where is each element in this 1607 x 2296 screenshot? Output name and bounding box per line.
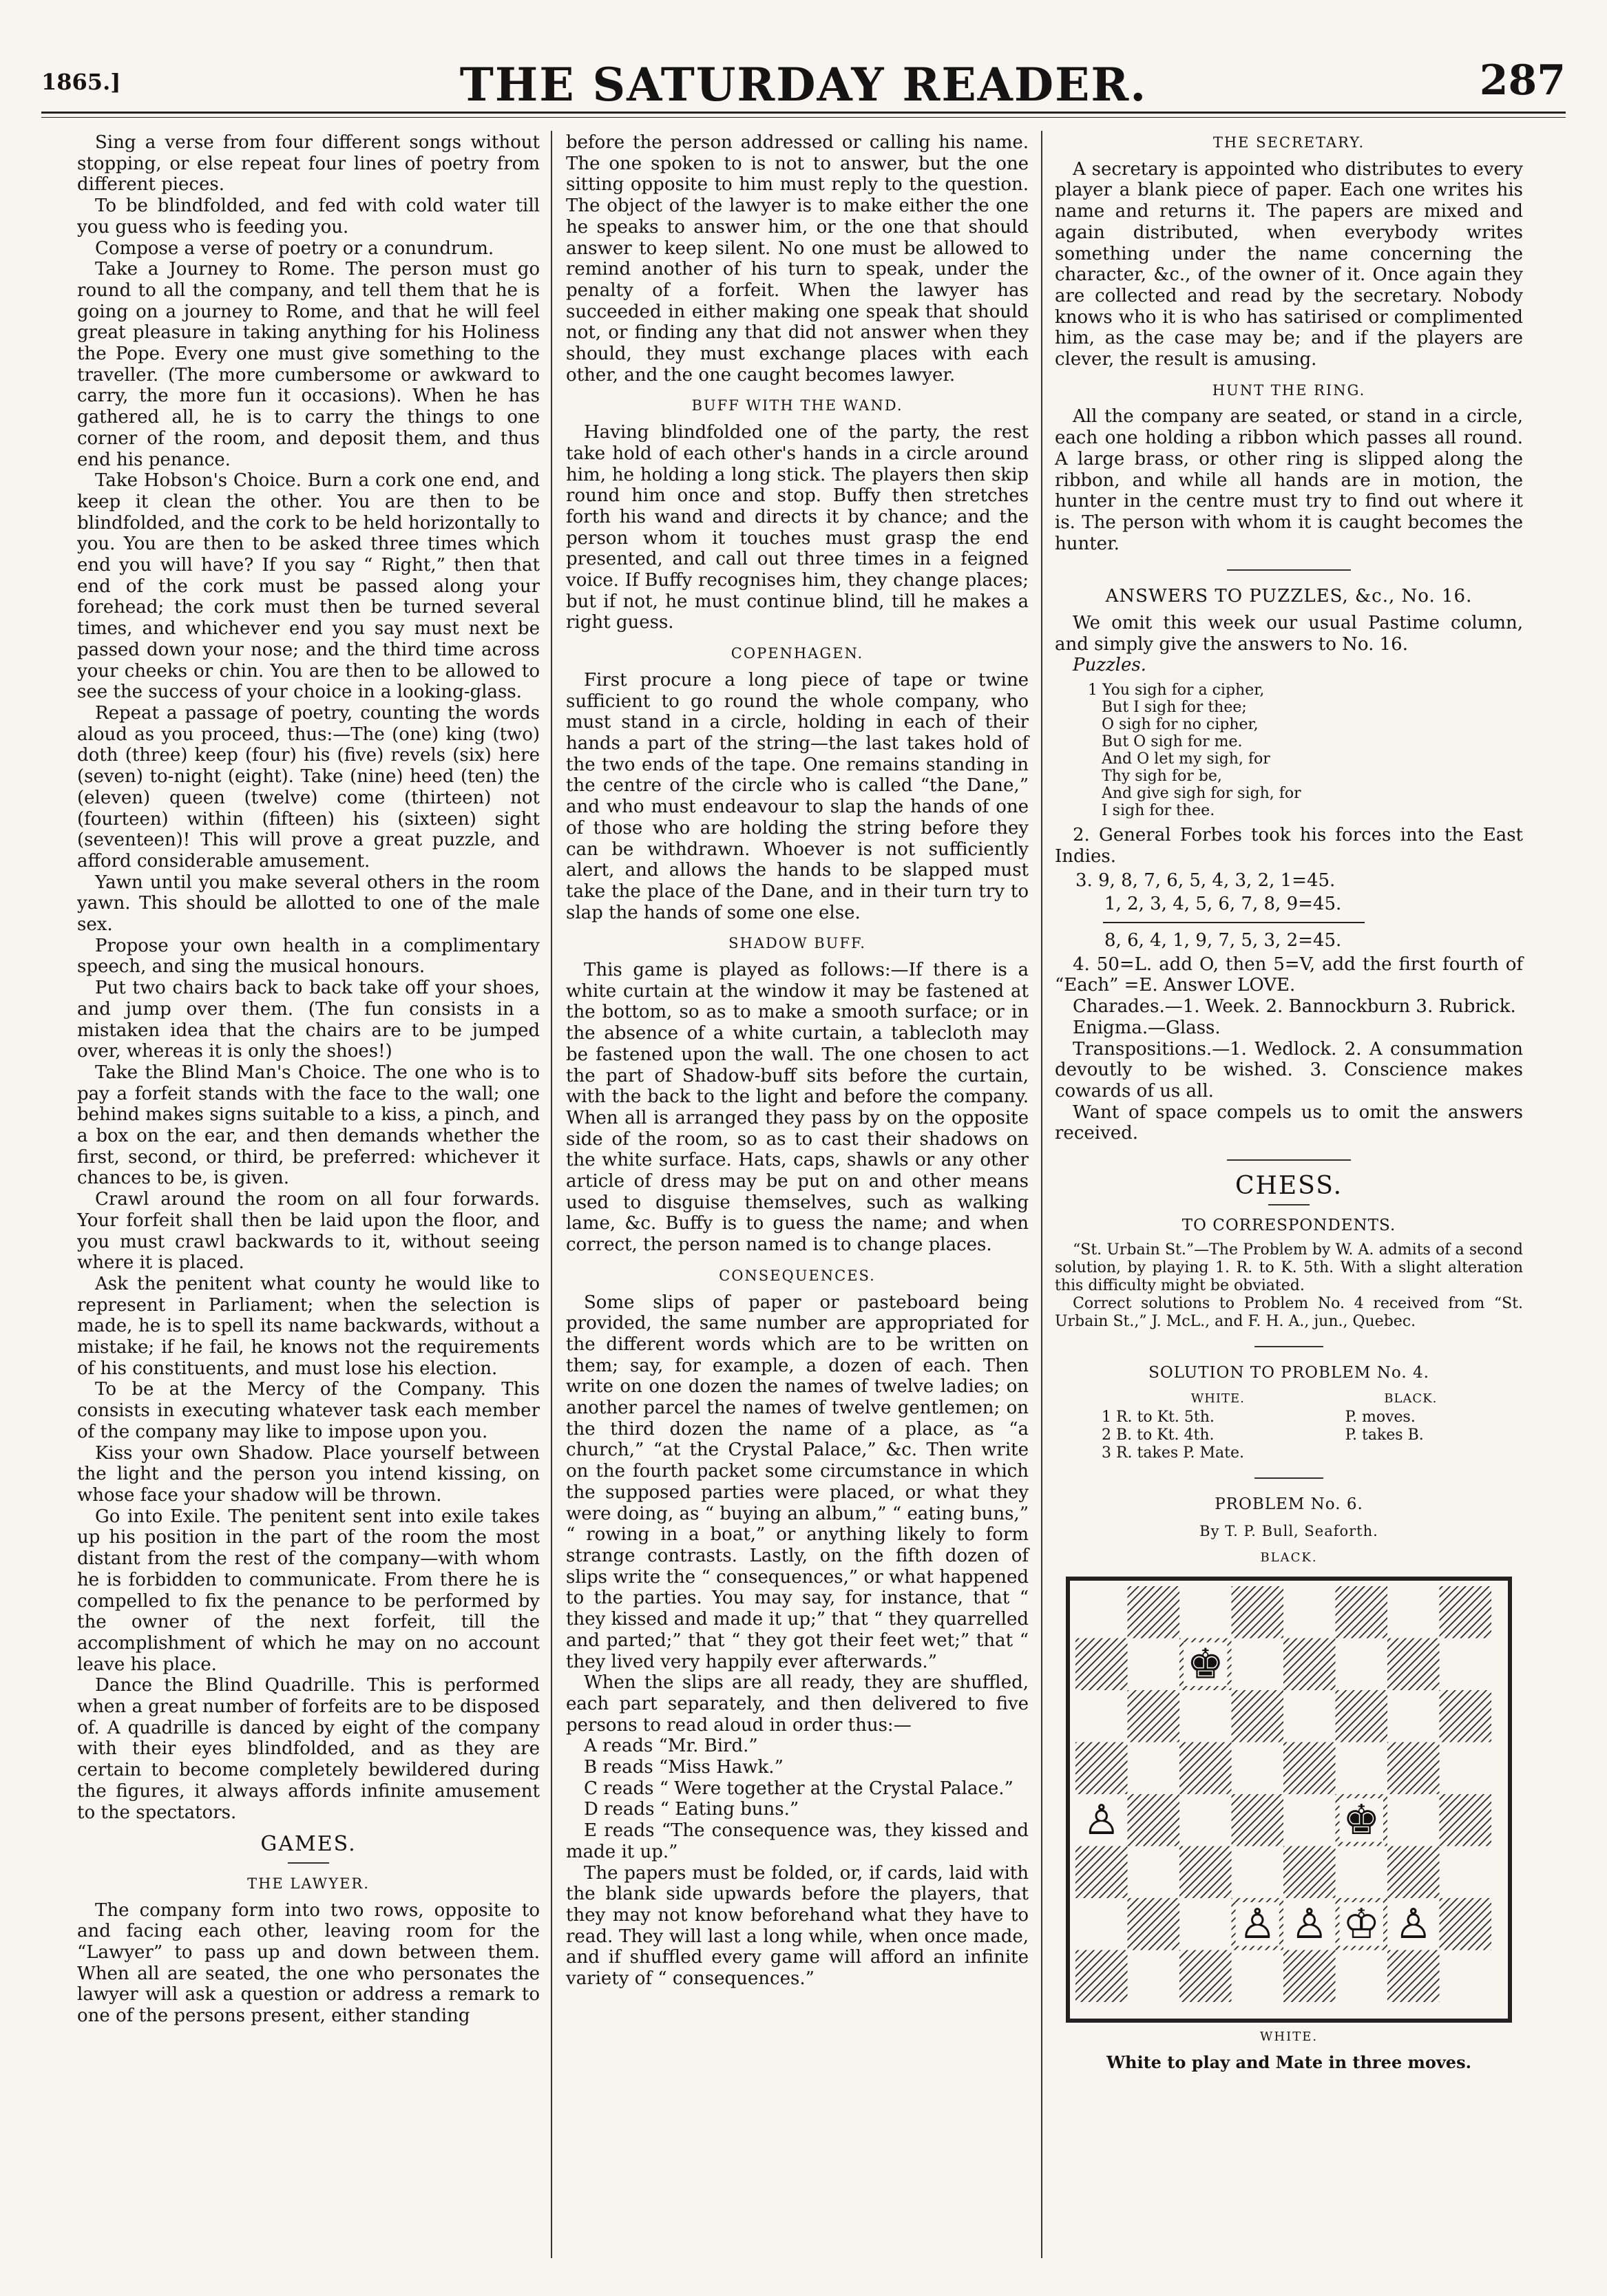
forfeit-paragraph: Repeat a passage of poetry, counting the words aloud as you proceed, thus:—The (one) king (two) doth (three) keep (four) his (five) revels (six) here (seven) to-night (eight). Take (nine) heed (ten) the (eleven) queen (twelve) come (thirteen) not (fourteen) within (fifteen) his (sixteen) sight (seventeen)! This will prove a great puzzle, and afford considerable amusement. <box>77 702 540 872</box>
light-square <box>1440 1742 1492 1795</box>
column-2 <box>566 132 1029 1990</box>
lawyer-heading: THE LAWYER. <box>247 1875 370 1892</box>
dark-square <box>1128 1690 1180 1742</box>
page-number: 287 <box>1479 56 1566 105</box>
dark-square <box>1283 1639 1336 1691</box>
light-square <box>1387 1586 1440 1639</box>
light-square <box>1336 1950 1388 2003</box>
dark-square <box>1179 1950 1232 2003</box>
white-pawn-icon: ♙ <box>1394 1899 1432 1948</box>
forfeit-paragraph: Take the Blind Man's Choice. The one who is to pay a forfeit stands with the face to the wall; one behind makes signs suitable to a kiss, a pinch, and a box on the ear, and then demands whether the first, second, or third, be preferred: whichever it chances to be, is given. <box>77 1062 540 1189</box>
copenhagen-heading: COPENHAGEN. <box>731 645 864 662</box>
answer-3-line: 3. 9, 8, 7, 6, 5, 4, 3, 2, 1=45. <box>1075 870 1336 891</box>
reads-line: B reads “Miss Hawk.” <box>584 1757 784 1778</box>
light-square <box>1075 1690 1128 1742</box>
dark-square <box>1128 1898 1180 1950</box>
buff-heading: BUFF WITH THE WAND. <box>691 397 903 414</box>
enigma-answer: Enigma.—Glass. <box>1073 1017 1221 1038</box>
consequences-text-2: When the slips are all ready, they are shuffled, each part separately, and then delivered to five persons to read aloud in order thus:— <box>566 1672 1029 1736</box>
reads-line: C reads “ Were together at the Crystal Palace.” <box>584 1778 1013 1799</box>
charades-answer: Charades.—1. Week. 2. Bannockburn 3. Rubrick. <box>1073 996 1516 1018</box>
light-square <box>1336 1639 1388 1691</box>
light-square <box>1179 1794 1232 1846</box>
white-move: 2 B. to Kt. 4th. <box>1102 1426 1215 1444</box>
dark-square <box>1336 1586 1388 1639</box>
header-rule-top <box>41 112 1566 114</box>
puzzle-poem <box>1088 682 1523 819</box>
column-divider-2 <box>1041 131 1042 2258</box>
column-3 <box>1055 132 1523 2074</box>
light-square <box>1128 1846 1180 1899</box>
lawyer-text-continued: before the person addressed or calling his name. The one spoken to is not to answer, but the one sitting opposite to him must reply to the question. The object of the lawyer is to make either the one he speaks to answer him, or the one that should answer to keep silent. No one must be allowed to remind another of his turn to speak, under the penalty of a forfeit. When the lawyer has succeeded in either making one speak that should not, or finding any that did not answer when they should, they must exchange places with each other, and the one caught becomes lawyer. <box>566 132 1029 386</box>
dark-square <box>1283 1846 1336 1899</box>
dark-square <box>1440 1794 1492 1846</box>
black-king-icon: ♚ <box>1186 1640 1224 1689</box>
page-header <box>41 28 1566 112</box>
secretary-heading: THE SECRETARY. <box>1212 134 1365 151</box>
reads-line: D reads “ Eating buns.” <box>584 1799 799 1820</box>
forfeit-paragraph: Propose your own health in a complimentary speech, and sing the musical honours. <box>77 935 540 978</box>
space-note: Want of space compels us to omit the answers received. <box>1055 1102 1523 1144</box>
light-square <box>1283 1586 1336 1639</box>
consequences-text: Some slips of paper or pasteboard being provided, the same number are appropriated for the different words which are to be written on them; say, for example, a dozen of each. Then write on one dozen the names of twelve ladies; on another parcel the names of twelve gentlemen; on the third dozen the name of a place, as “a church,” “at the Crystal Palace,” &c. Then write on the fourth packet some circumstance in which the supposed parties were placed, or what they were doing, as “ buying an album,” “ eating buns,” “ rowing in a boat,” or anything likely to form strange contrasts. Lastly, on the fifth dozen of slips write the “ consequences,” or what happened to the parties. You may say, for instance, that “ they kissed and made it up;” that “ they quarrelled and parted;” that “ they got their feet wet;” that “ they lived very happily ever afterwards.” <box>566 1292 1029 1672</box>
consequences-text-3: The papers must be folded, or, if cards, laid with the blank side upwards before the players, that they may not know beforehand what they have to read. They will last a long while, when once made, and if shuffled every game will afford an infinite variety of “ consequences.” <box>566 1862 1029 1990</box>
answer-3-result: 8, 6, 4, 1, 9, 7, 5, 3, 2=45. <box>1104 929 1342 951</box>
secretary-text: A secretary is appointed who distributes to every player a blank piece of paper. Each one writes his name and returns it. The papers are mixed and again distributed, when everybody writes something under the name concerning the character, &c., of the owner of it. Once again they are collected and read by the secretary. Nobody knows who it is who has satirised or complimented him, as the case may be; and if the players are clever, the result is amusing. <box>1055 158 1523 370</box>
forfeit-paragraph: Dance the Blind Quadrille. This is performed when a great number of forfeits are to be disposed of. A quadrille is danced by eight of the company with their eyes blindfolded, and as they are certain to become completely bewildered during the figures, it always affords infinite amusement to the spectators. <box>77 1675 540 1823</box>
light-square <box>1179 1586 1232 1639</box>
white-pawn-icon: ♙ <box>1082 1795 1120 1844</box>
white-pawn-icon: ♙ <box>1239 1899 1277 1948</box>
dark-square <box>1232 1690 1284 1742</box>
dark-square <box>1075 1742 1128 1795</box>
header-year: 1865.] <box>41 69 121 95</box>
answers-intro: We omit this week our usual Pastime column, and simply give the answers to No. 16. <box>1055 613 1523 655</box>
light-square <box>1075 1586 1128 1639</box>
shadow-buff-text: This game is played as follows:—If there is a white curtain at the window it may be fastened at the bottom, so as to make a smooth surface; or in the absence of a white curtain, a tablecloth may be fastened upon the wall. The one chosen to act the part of Shadow-buff sits before the curtain, with the back to the light and before the company. When all is arranged they pass by on the opposite side of the room, so as to cast their shadows on the white surface. Hats, caps, shawls or any other article of dress may be put on and other means used to disguise themselves, such as walking lame, &c. Buffy is to guess the name; and when correct, the person named is to change places. <box>566 960 1029 1256</box>
correspondents-note-1: “St. Urbain St.”—The Problem by W. A. admits of a second solution, by playing 1. R. to K. 5th. With a slight alteration this difficulty might be obviated. <box>1055 1241 1523 1295</box>
light-square <box>1440 1639 1492 1691</box>
poem-line: And O let my sigh, for <box>1102 750 1270 768</box>
puzzles-label: Puzzles. <box>1073 655 1146 676</box>
poem-line: I sigh for thee. <box>1102 802 1215 820</box>
light-square <box>1128 1639 1180 1691</box>
problem-heading: PROBLEM No. 6. <box>1215 1495 1363 1514</box>
dark-square <box>1283 1950 1336 2003</box>
dark-square <box>1283 1742 1336 1795</box>
solution-white-label: WHITE. <box>1190 1391 1245 1407</box>
light-square <box>1232 1846 1284 1899</box>
answer-3-line: 1, 2, 3, 4, 5, 6, 7, 8, 9=45. <box>1104 894 1342 915</box>
dark-square <box>1336 1690 1388 1742</box>
forfeit-paragraph: Take Hobson's Choice. Burn a cork one end, and keep it clean the other. You are then to be blindfolded, and the cork to be held horizontally to you. You are then to be asked three times which end you will have? If you say “ Right,” then that end of the cork must be passed along your forehead; the cork must then be turned several times, and whichever end you say must next be passed down your nose; and the third time across your cheeks or chin. You are then to be allowed to see the success of your choice in a looking-glass. <box>77 470 540 703</box>
solution-heading: SOLUTION TO PROBLEM No. 4. <box>1148 1364 1429 1382</box>
answers-heading: ANSWERS TO PUZZLES, &c., No. 16. <box>1105 586 1473 607</box>
chess-rule <box>1268 1204 1310 1205</box>
transpositions-answer: Transpositions.—1. Wedlock. 2. A consummation devoutly to be wished. 3. Conscience makes cowards of us all. <box>1055 1038 1523 1102</box>
section-rule <box>1254 1346 1323 1347</box>
forfeits-list <box>77 132 540 1823</box>
chess-board-diagram <box>1075 1586 1491 2002</box>
problem-caption: White to play and Mate in three moves. <box>1106 2052 1471 2072</box>
light-square <box>1283 1690 1336 1742</box>
hunt-ring-text: All the company are seated, or stand in a circle, each one holding a ribbon which passes all round. A large brass, or other ring is slipped along the ribbon, and while all hands are in motion, the hunter in the centre must try to find out where it is. The person with whom it is caught becomes the hunter. <box>1055 406 1523 554</box>
section-rule <box>1227 569 1351 571</box>
board-white-label: WHITE. <box>1259 2030 1319 2045</box>
column-divider-1 <box>551 131 552 2258</box>
light-square <box>1179 1898 1232 1950</box>
forfeit-paragraph: Compose a verse of poetry or a conundrum. <box>95 238 494 259</box>
shadow-buff-heading: SHADOW BUFF. <box>728 935 866 952</box>
table-row <box>1096 1426 1482 1444</box>
games-heading: GAMES. <box>260 1832 357 1857</box>
dark-square <box>1128 1586 1180 1639</box>
light-square <box>1179 1690 1232 1742</box>
table-row <box>1096 1444 1482 1462</box>
dark-square <box>1128 1794 1180 1846</box>
dark-square <box>1440 1690 1492 1742</box>
solution-black-label: BLACK. <box>1384 1391 1438 1407</box>
poem-line: Thy sigh for be, <box>1102 768 1222 786</box>
light-square <box>1128 1742 1180 1795</box>
dark-square <box>1387 1950 1440 2003</box>
table-row <box>1096 1409 1482 1426</box>
light-square <box>1336 1742 1388 1795</box>
white-move: 1 R. to Kt. 5th. <box>1102 1409 1215 1426</box>
forfeit-paragraph: To be at the Mercy of the Company. This consists in executing whatever task each member of the company may like to impose upon you. <box>77 1379 540 1442</box>
hunt-ring-heading: HUNT THE RING. <box>1212 381 1366 399</box>
forfeit-paragraph: Yawn until you make several others in the room yawn. This should be allotted to one of the male sex. <box>77 872 540 936</box>
light-square <box>1387 1794 1440 1846</box>
light-square <box>1387 1690 1440 1742</box>
dark-square <box>1232 1794 1284 1846</box>
poem-line: O sigh for no cipher, <box>1102 716 1259 734</box>
chess-board <box>1066 1577 1512 2023</box>
light-square <box>1128 1950 1180 2003</box>
dark-square <box>1179 1846 1232 1899</box>
light-square <box>1232 1950 1284 2003</box>
problem-author: By T. P. Bull, Seaforth. <box>1199 1522 1378 1539</box>
dark-square <box>1440 1898 1492 1950</box>
dark-square <box>1075 1950 1128 2003</box>
section-rule <box>1254 1477 1323 1479</box>
light-square <box>1232 1742 1284 1795</box>
header-rule-bottom <box>41 117 1566 118</box>
light-square <box>1440 1950 1492 2003</box>
chess-heading: CHESS. <box>1235 1172 1343 1201</box>
solution-table <box>1096 1389 1482 1462</box>
forfeit-paragraph: Kiss your own Shadow. Place yourself between the light and the person you intend kissing, on whose face your shadow will be thrown. <box>77 1442 540 1506</box>
black-move <box>1340 1444 1482 1462</box>
forfeit-paragraph: To be blindfolded, and fed with cold water till you guess who is feeding you. <box>77 196 540 238</box>
white-pawn-icon: ♙ <box>1290 1899 1328 1948</box>
consequences-heading: CONSEQUENCES. <box>719 1267 876 1284</box>
poem-line: 1 You sigh for a cipher, <box>1088 682 1265 699</box>
masthead-title: THE SATURDAY READER. <box>459 58 1148 112</box>
light-square <box>1336 1846 1388 1899</box>
section-rule <box>1227 1159 1351 1161</box>
dark-square <box>1232 1586 1284 1639</box>
dark-square <box>1075 1639 1128 1691</box>
light-square <box>1283 1794 1336 1846</box>
games-rule <box>288 1862 329 1864</box>
forfeit-paragraph: Ask the penitent what county he would like to represent in Parliament; when the selection is made, he is to spell its name backwards, without a mistake; if he fail, he knows not the requirements of his constituents, and must lose his election. <box>77 1273 540 1379</box>
correspondents-heading: TO CORRESPONDENTS. <box>1181 1216 1396 1234</box>
dark-square <box>1387 1846 1440 1899</box>
copenhagen-text: First procure a long piece of tape or twine sufficient to go round the whole company, who must stand in a circle, holding in each of their hands a part of the string—the last takes hold of the two ends of the tape. One remains standing in the centre of the circle who is called “the Dane,” and who must endeavour to slap the hands of one of those who are holding the string before they can be withdrawn. Whoever is not sufficiently alert, and allows the hands to be slapped must take the place of the Dane, and in their turn try to slap the hands of some one else. <box>566 669 1029 923</box>
poem-line: But I sigh for thee; <box>1102 699 1247 717</box>
board-black-label: BLACK. <box>1260 1550 1318 1565</box>
poem-line: And give sigh for sigh, for <box>1102 785 1301 803</box>
dark-square <box>1387 1639 1440 1691</box>
dark-square <box>1179 1742 1232 1795</box>
black-move: P. takes B. <box>1345 1426 1424 1444</box>
light-square <box>1232 1639 1284 1691</box>
forfeit-paragraph: Go into Exile. The penitent sent into exile takes up his position in the part of the room the most distant from the rest of the company—with whom he is forbidden to communicate. From there he is compelled to fix the penance to be performed by the owner of the next forfeit, till the accomplishment of which he may on no account leave his place. <box>77 1506 540 1675</box>
column-1 <box>77 132 540 2027</box>
forfeit-paragraph: Put two chairs back to back take off your shoes, and jump over them. (The fun consists in a mistaken idea that the chairs are to be jumped over, whereas it is only the shoes!) <box>77 978 540 1062</box>
dark-square <box>1075 1846 1128 1899</box>
buff-text: Having blindfolded one of the party, the rest take hold of each other's hands in a circle around him, he holding a long stick. The players then skip round him once and stop. Buffy then stretches forth his wand and directs it by chance; and the person whom it touches must grasp the end presented, and call out three times in a feigned voice. If Buffy recognises him, they change places; but if not, he must continue blind, till he makes a right guess. <box>566 422 1029 633</box>
dark-square <box>1387 1742 1440 1795</box>
poem-line: But O sigh for me. <box>1102 733 1243 751</box>
white-king-icon: ♔ <box>1343 1899 1380 1948</box>
answer-2: 2. General Forbes took his forces into the East Indies. <box>1055 825 1523 867</box>
light-square <box>1440 1846 1492 1899</box>
black-move: P. moves. <box>1345 1409 1416 1426</box>
forfeit-paragraph: Sing a verse from four different songs without stopping, or else repeat four lines of poetry from different pieces. <box>77 132 540 196</box>
forfeit-paragraph: Crawl around the room on all four forwards. Your forfeit shall then be laid upon the floor, and you must crawl backwards to it, without seeing where it is placed. <box>77 1189 540 1274</box>
black-king-2-icon: ♚ <box>1343 1795 1380 1844</box>
sum-rule <box>1103 922 1365 923</box>
reads-line: A reads “Mr. Bird.” <box>584 1736 758 1757</box>
answer-4: 4. 50=L. add O, then 5=V, add the first fourth of “Each” =E. Answer LOVE. <box>1055 954 1523 996</box>
white-move: 3 R. takes P. Mate. <box>1102 1444 1244 1462</box>
forfeit-paragraph: Take a Journey to Rome. The person must go round to all the company, and tell them that he is going on a journey to Rome, and that he will feel great pleasure in taking anything for his Holiness the Pope. Every one must give something to the traveller. (The more cumbersome or awkward to carry, the more fun it occasions). When he has gathered all, he is to carry the things to one corner of the room, and deposit them, and thus end his penance. <box>77 259 540 470</box>
correspondents-note-2: Correct solutions to Problem No. 4 received from “St. Urbain St.,” J. McL., and F. H. A., jun., Quebec. <box>1055 1295 1523 1331</box>
light-square <box>1075 1898 1128 1950</box>
lawyer-text: The company form into two rows, opposite to and facing each other, leaving room for the “Lawyer” to pass up and down between them. When all are seated, the one who personates the lawyer will ask a question or address a remark to one of the persons present, either standing <box>77 1899 540 2027</box>
dark-square <box>1440 1586 1492 1639</box>
reads-line: E reads “The consequence was, they kissed and made it up.” <box>566 1820 1029 1862</box>
